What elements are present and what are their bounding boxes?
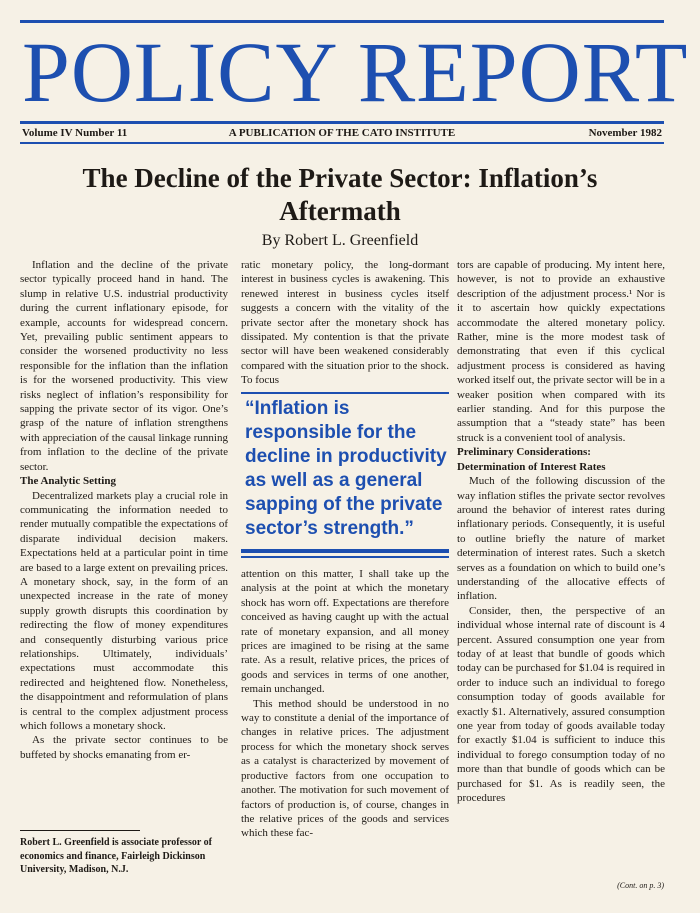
section-heading: Preliminary Considerations: xyxy=(457,446,591,459)
paragraph: Inflation and the decline of the private sector typically proceed hand in hand. The slump in relative U.S. industrial productivity during the current inflationary episode, for example, accounts for widespread concern. Yet, prevailing public sentiment appears to consider the worsened productivity no less responsible for the inflation than the inflation is for the worsened productivity. This view risks neglect of inflation’s responsibility for sapping the private sector of its vigor. One’s grasp of the nature of inflation strengthens with appreciation of the causal linkage running from inflation to the decline of the private sector. xyxy=(20,259,228,473)
paragraph: tors are capable of producing. My intent here, however, is not to provide an exhaustive description of the adjustment process.¹ Nor is it to ascertain how quickly expectations accommodate the altered monetary policy. Rather, mine is the more modest task of demonstrating that even if this cyclical adjustment process is considered as having worked itself out, the private sector will be in a weaker position when compared with its earlier standing. And for this purpose the assumption that a “steady state” has been struck is a convenient tool of analysis. xyxy=(457,259,665,444)
paragraph: Much of the following discussion of the way inflation stifles the private sector revolves around the behavior of interest rates during inflationary periods. Consequently, it is useful to outline briefly the nature of market determination of interest rates. Such a sketch serves as a foundation on which to build one’s understanding of the allocative effects of inflation. xyxy=(457,475,665,603)
continued-note: (Cont. on p. 3) xyxy=(617,881,664,890)
masthead-title: POLICY REPORT xyxy=(22,24,689,120)
paragraph: This method should be understood in no way to constitute a denial of the importance of changes in relative prices. The adjustment process for which the monetary shock serves as a catalyst is characterized by movement of productive factors from one occupation to another. The motivation for such movement of factors of production is, of course, changes in the relative prices of the goods and services which these fac- xyxy=(241,697,449,840)
pull-quote: “Inflation is responsible for the decline in productivity as well as a general sapping of the private sector’s strength.” xyxy=(245,398,447,539)
masthead-bottom-rule xyxy=(20,142,664,144)
article-column-2-top xyxy=(241,258,449,390)
paragraph: Decentralized markets play a crucial role in communicating the information needed to render mutually compatible the expectations of disparate individual decision makers. Expectations held at a particular point in time are based to a large extent on prevailing prices. A monetary shock, say, in the form of an unexpected increase in the rate of money supply growth disrupts this coordination by redirecting the flow of money expenditures and consequently disturbing various price relationships. Ultimately, individuals’ expectations must accommodate this redirected and heightened flow. Nonetheless, the disappointment and reformulation of plans is central to the complex adjustment process which follows a monetary shock. xyxy=(20,489,228,732)
article-column-1 xyxy=(20,258,228,813)
issue-date: November 1982 xyxy=(588,127,662,139)
paragraph: As the private sector continues to be buffeted by shocks emanating from er- xyxy=(20,734,228,761)
article-title: The Decline of the Private Sector: Inflation’s Aftermath xyxy=(82,163,598,226)
article-byline: By Robert L. Greenfield xyxy=(261,232,419,249)
paragraph: Consider, then, the perspective of an individual whose internal rate of discount is 4 percent. Assured consumption one year from today of at least that bundle of goods which today can be purchased for $1.04 is required in order to induce such an individual to forego consumption today of goods available for exactly $1. Alternatively, assured consumption one year from today of goods available today for exactly $1.04 is sufficient to induce this individual to forego consumption today of no more than that bundle of goods which can be purchased for $1. As is readily seen, the procedures xyxy=(457,604,665,805)
article-column-3 xyxy=(457,258,665,879)
section-subheading: Determination of Interest Rates xyxy=(457,460,606,473)
volume-number: Volume IV Number 11 xyxy=(22,127,128,139)
author-footnote: Robert L. Greenfield is associate professor of economics and finance, Fairleigh Dickinson University, Madison, N.J. xyxy=(20,837,212,875)
section-heading: The Analytic Setting xyxy=(20,475,116,488)
paragraph: ratic monetary policy, the long-dormant interest in business cycles is awakening. This renewed interest in business cycles itself suggests a concern with the vitality of the private sector after the monetary shock has dissipated. My contention is that the private sector will have been weakened considerably compared with the situation prior to the shock. To focus xyxy=(241,259,449,387)
article-column-2-bottom xyxy=(241,567,449,883)
paragraph: attention on this matter, I shall take up the analysis at the point at which the monetary shock has worn off. Expectations are therefore conceived as having caught up with the actual rate of monetary expansion, and all money prices are imagined to be rising at the same rate. As a result, relative prices, the prices of goods and services in terms of one another, remain unchanged. xyxy=(241,568,449,696)
pull-quote-bottom-rule-thin xyxy=(241,556,449,558)
masthead-info-bar xyxy=(22,125,662,141)
pull-quote-bottom-rule xyxy=(241,549,449,553)
masthead-rule xyxy=(20,121,664,124)
masthead-top-rule xyxy=(20,20,664,23)
pull-quote-top-rule xyxy=(241,392,449,394)
publication-line: A PUBLICATION OF THE CATO INSTITUTE xyxy=(228,127,456,139)
footnote-rule xyxy=(20,830,140,831)
